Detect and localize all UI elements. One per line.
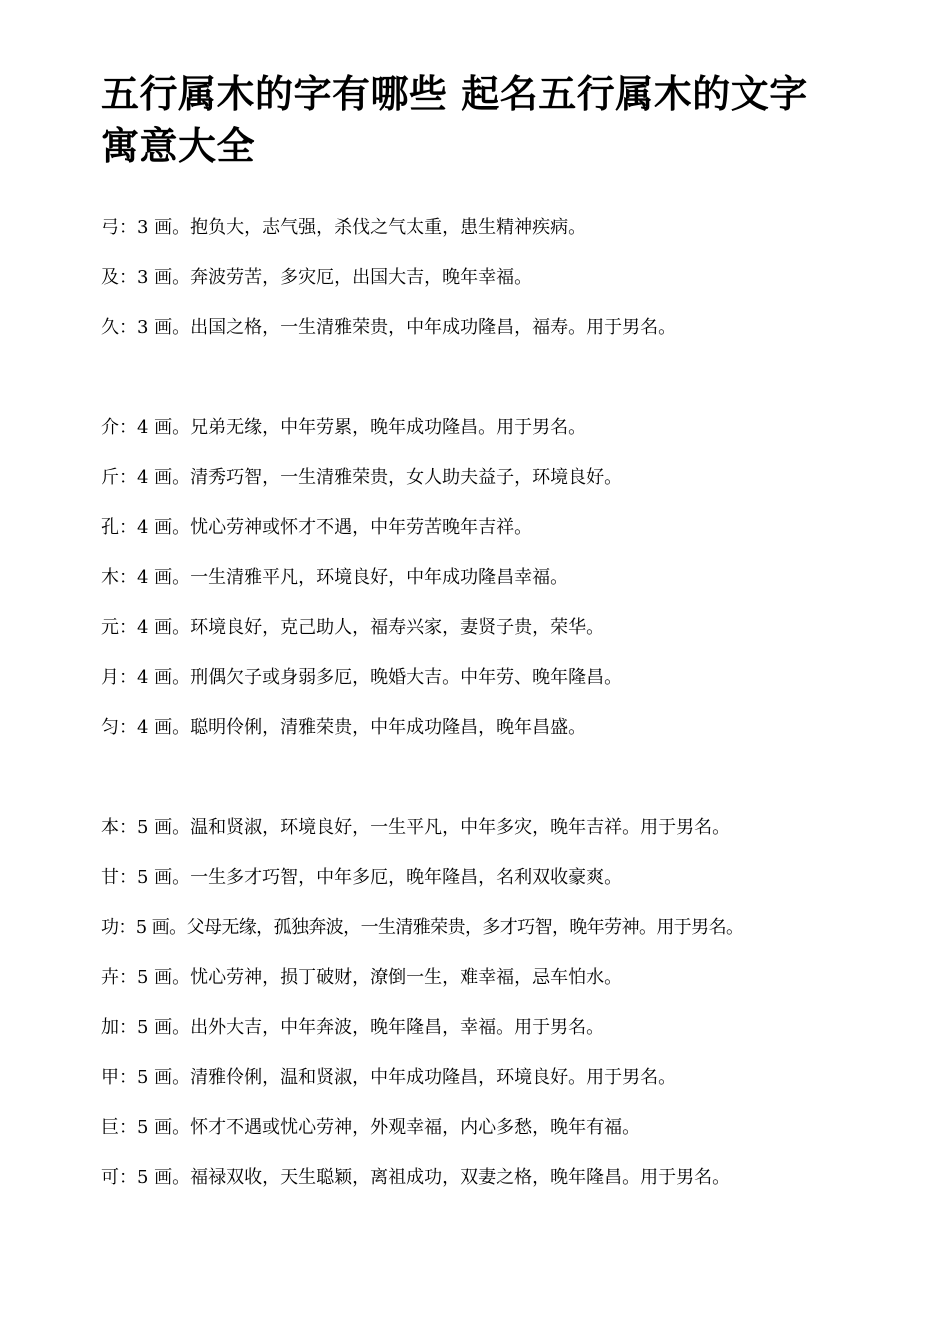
entry-yuan: 元：4 画。环境良好，克己助人，福寿兴家，妻贤子贵，荣华。 <box>101 617 605 638</box>
entry-kong: 孔：4 画。忧心劳神或怀才不遇，中年劳苦晚年吉祥。 <box>101 517 533 538</box>
entry-gong: 弓：3 画。抱负大，志气强，杀伐之气太重，患生精神疾病。 <box>101 217 587 238</box>
group-spacer <box>101 360 881 410</box>
entry-ke: 可：5 画。福禄双收，天生聪颖，离祖成功，双妻之格，晚年隆昌。用于男名。 <box>101 1167 731 1188</box>
entry-jia-armor: 甲：5 画。清雅伶俐，温和贤淑，中年成功隆昌，环境良好。用于男名。 <box>101 1067 677 1088</box>
document-title: 五行属木的字有哪些 起名五行属木的文字寓意大全 <box>101 72 808 168</box>
entry-ju: 巨：5 画。怀才不遇或忧心劳神，外观幸福，内心多愁，晚年有福。 <box>101 1117 641 1138</box>
entry-yun: 匀：4 画。聪明伶俐，清雅荣贵，中年成功隆昌，晚年昌盛。 <box>101 717 587 738</box>
entry-ji: 及：3 画。奔波劳苦，多灾厄，出国大吉，晚年幸福。 <box>101 267 533 288</box>
entry-jia-add: 加：5 画。出外大吉，中年奔波，晚年隆昌，幸福。用于男名。 <box>101 1017 605 1038</box>
entry-hui: 卉：5 画。忧心劳神，损丁破财，潦倒一生，难幸福，忌车怕水。 <box>101 967 623 988</box>
entry-jiu: 久：3 画。出国之格，一生清雅荣贵，中年成功隆昌，福寿。用于男名。 <box>101 317 677 338</box>
entry-jie: 介：4 画。兄弟无缘，中年劳累，晚年成功隆昌。用于男名。 <box>101 417 587 438</box>
group-spacer <box>101 760 881 810</box>
entry-ben: 本：5 画。温和贤淑，环境良好，一生平凡，中年多灾，晚年吉祥。用于男名。 <box>101 817 731 838</box>
entry-jin: 斤：4 画。清秀巧智，一生清雅荣贵，女人助夫益子，环境良好。 <box>101 467 623 488</box>
entry-gong-merit: 功：5 画。父母无缘，孤独奔波，一生清雅荣贵，多才巧智，晚年劳神。用于男名。 <box>101 917 744 938</box>
entry-yue: 月：4 画。刑偶欠子或身弱多厄，晚婚大吉。中年劳、晚年隆昌。 <box>101 667 623 688</box>
entry-mu: 木：4 画。一生清雅平凡，环境良好，中年成功隆昌幸福。 <box>101 567 569 588</box>
entry-gan: 甘：5 画。一生多才巧智，中年多厄，晚年隆昌，名利双收豪爽。 <box>101 867 623 888</box>
entry-list <box>101 210 881 1210</box>
